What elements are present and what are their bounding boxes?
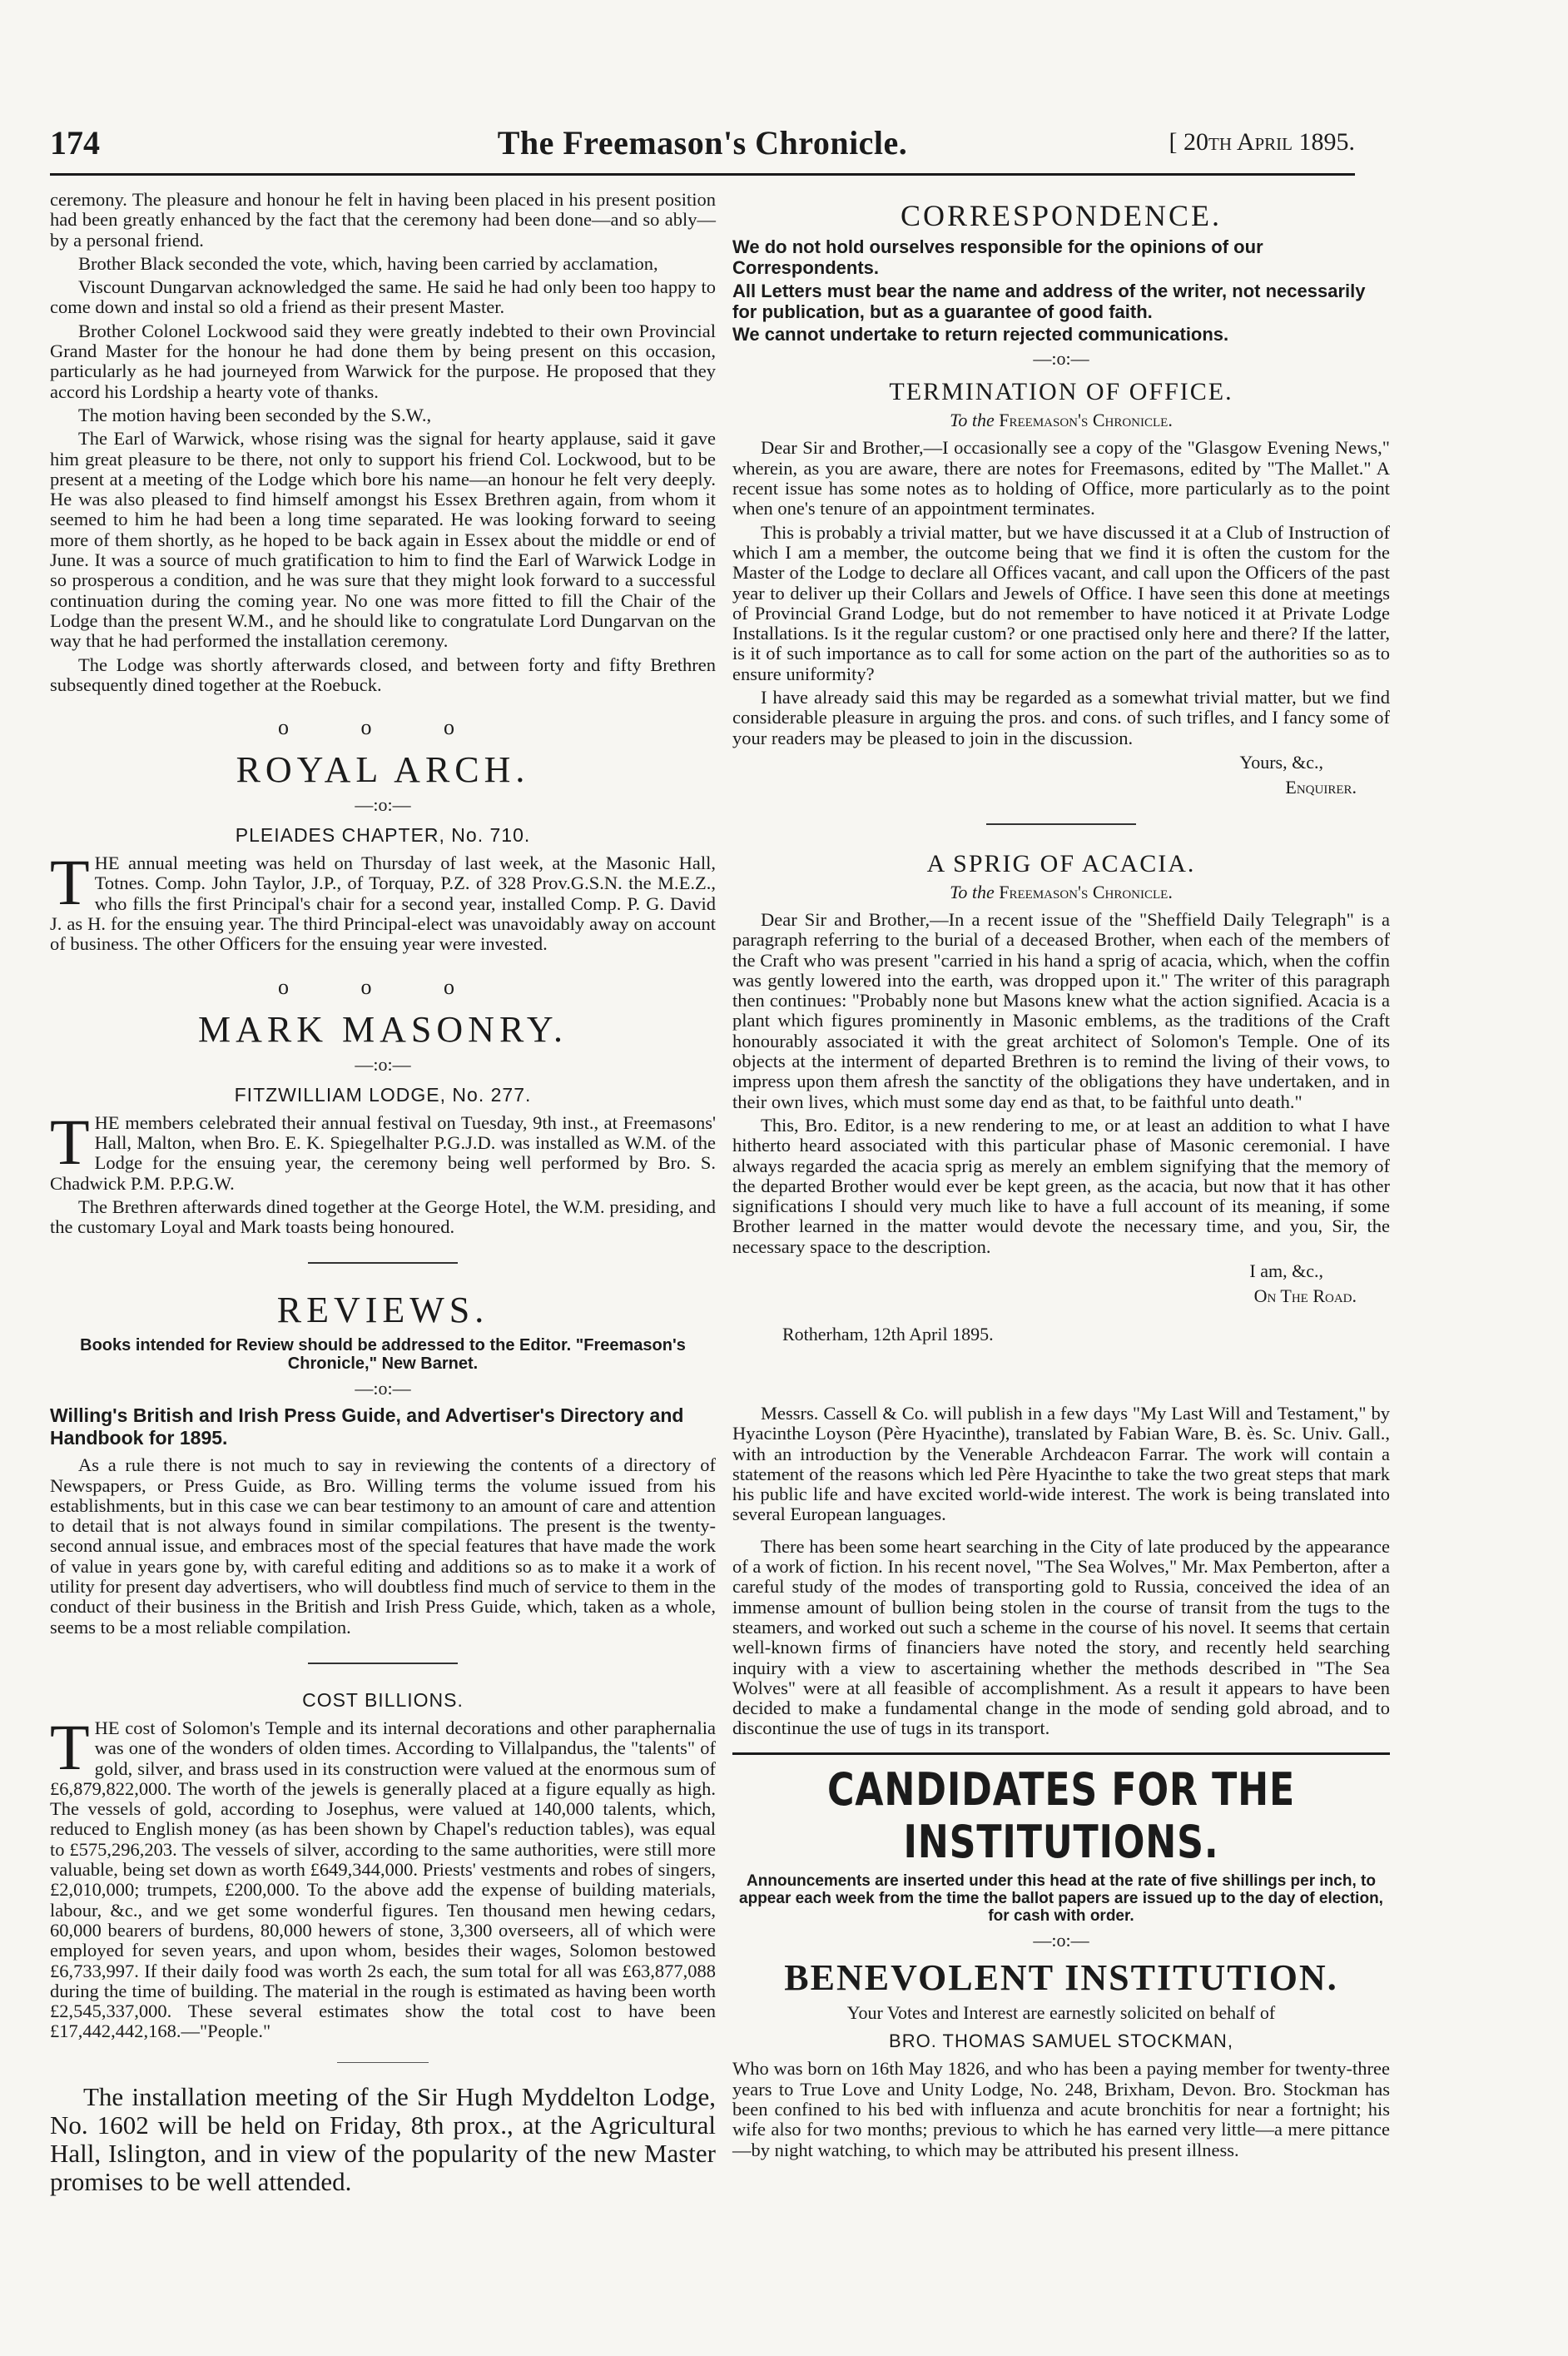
masthead-title: The Freemason's Chronicle. — [497, 124, 908, 162]
paragraph: Who was born on 16th May 1826, and who has been a paying member for twenty-three years to True Love and Unity Lodge, No. 248, Brixham, Devon. Bro. Stockman has been confined to his bed with influenza and acute bronchitis for near a fortnight; his wife also for two months; previous to which he has earned very little—a mere pittance—by night watching, to which may be attributed his present illness. — [732, 2058, 1390, 2160]
letter-heading-sprig: A SPRIG OF ACACIA. — [926, 849, 1196, 877]
letter-heading-termination: TERMINATION OF OFFICE. — [889, 378, 1233, 406]
paragraph: This is probably a trivial matter, but we have discussed it at a Club of Instruction of which I am a member, the outcome being that we find it is often the custom for the Master of the Lodge to declare all Offices vacant, and call upon the Officers of the past year to deliver up their Collars and Jewels of Office. I have seen this done at meetings of Provincial Grand Lodge, but do not remember to have noticed it at Private Lodge Installations. Is it the regular custom? or one practised only here and there? If the latter, is it of such importance as to call for some action on the part of the authorities so as to ensure uniformity? — [732, 521, 1390, 684]
section-heading-correspondence: CORRESPONDENCE. — [900, 199, 1223, 232]
reviews-note: Books intended for Review should be addressed to the Editor. "Freemason's Chronicle," New Barnet. — [80, 1336, 686, 1374]
issue-date: [ 20th April 1895. — [1169, 128, 1355, 156]
subheading-fitzwilliam: FITZWILLIAM LODGE, No. 277. — [234, 1083, 532, 1106]
page-number: 174 — [50, 124, 100, 162]
heading-benevolent-institution: BENEVOLENT INSTITUTION. — [784, 1957, 1338, 1999]
paragraph: ceremony. The pleasure and honour he felt in having been placed in his present position had been greatly enhanced by the fact that the ceremony had been done—and so ably—by a personal friend. — [50, 189, 716, 251]
separator: —:o:— — [355, 1053, 411, 1075]
section-divider: o o o — [278, 715, 488, 740]
installation-notice: The installation meeting of the Sir Hugh Myddelton Lodge, No. 1602 will be held on Friday, 8th prox., at the Agricultural Hall, Islington, and in view of the popularity of the new Master promises to be well attended. — [50, 2081, 716, 2196]
subheading-cost-billions: COST BILLIONS. — [302, 1688, 464, 1711]
section-heading-candidates: CANDIDATES FOR THE INSTITUTIONS. — [826, 1762, 1296, 1868]
candidates-note: Announcements are inserted under this head at the rate of five shillings per inch, to appear each week from the time the ballot papers are issued up to the day of election, for cash with order. — [739, 1871, 1383, 1925]
divider — [308, 1663, 458, 1664]
paragraph: The Earl of Warwick, whose rising was the signal for hearty applause, said it gave him great pleasure to be there, not only to support his friend Col. Lockwood, but to be present at a meeting of the Lodge which bore his name—an honour he felt very deeply. He was also pleased to find himself amongst his Essex Brethren again, from whom it seemed to him he had been a long time separated. He was looking forward to seeing more of them shortly, as he hoped to be back again in Essex about the middle or end of June. It was a source of much gratification to him to find the Earl of Warwick Lodge in so prosperous a condition, and he was sure that they might look forward to a successful continuation during the coming year. No one was more fitted to fill the Chair of the Lodge than the present W.M., and he should like to congratulate Lord Dungarvan on the way that he had performed the installation ceremony. — [50, 428, 716, 652]
section-heading-royal-arch: ROYAL ARCH. — [236, 749, 530, 791]
letter-closing: Yours, &c., — [1239, 751, 1323, 773]
paragraph: I have already said this may be regarded as a somewhat trivial matter, but we find considerable pleasure in arguing the pros. and cons. of such trifles, and I fancy some of your readers may be pleased to join in the discussion. — [732, 687, 1390, 748]
letter-closing: I am, &c., — [1249, 1260, 1323, 1281]
letter-addressee: To the Freemason's Chronicle. — [950, 881, 1173, 902]
drop-cap: T — [50, 846, 90, 919]
correspondence-note: All Letters must bear the name and address of the writer, not necessarily for publication, but as a guarantee of good faith. — [732, 280, 1366, 322]
review-title: Willing's British and Irish Press Guide, and Advertiser's Directory and Handbook for 1895. — [50, 1404, 684, 1449]
paragraph: Dear Sir and Brother,—In a recent issue of the "Sheffield Daily Telegraph" is a paragraph referring to the burial of a deceased Brother, when each of the members of the Craft who was present "carried in his hand a sprig of acacia, which, when the coffin was gently lowered into the earth, was dropped upon it." The writer of this paragraph then continues: "Probably none but Masons knew what the action signified. Acacia is a plant which figures prominently in Masonic emblems, as the traditions of the Craft honourably associated it with the great architect of Solomon's Temple. One of its objects at the interment of departed Brethren is to remind the living of their vows, to impress upon them afresh the sanctity of the obligations they have undertaken, and in their own lives, which must some day end as that, to be faithful unto death." — [732, 908, 1390, 1112]
paragraph: Dear Sir and Brother,—I occasionally see a copy of the "Glasgow Evening News," wherein, as you are aware, there are notes for Freemasons, edited by "The Mallet." A recent issue has some notes as to holding of Office, more particularly as to the point when one's tenure of an appointment terminates. — [732, 437, 1390, 519]
divider — [308, 1262, 458, 1264]
paragraph: THE annual meeting was held on Thursday of last week, at the Masonic Hall, Totnes. Comp. John Taylor, J.P., of Torquay, P.Z. of 328 Prov.G.S.N. the M.E.Z., who fills the first Principal's chair for a second year, installed Comp. P. G. David J. as H. for the ensuing year. The third Principal-elect was unavoidably away on account of business. The other Officers for the ensuing year were invested. — [50, 846, 716, 955]
divider — [732, 1752, 1390, 1755]
paragraph: THE members celebrated their annual festival on Tuesday, 9th inst., at Freemasons' Hall, Malton, when Bro. E. K. Spiegelhalter P.G.J.D. was installed as W.M. of the Lodge for the ensuing year, the ceremony being well performed by Bro. S. Chadwick P.M. P.P.G.W. — [50, 1105, 716, 1194]
correspondence-note: We do not hold ourselves responsible for the opinions of our Correspondents. — [732, 236, 1263, 279]
separator: —:o:— — [1033, 1930, 1089, 1951]
letter-signature: On The Road. — [1253, 1285, 1357, 1306]
letter-addressee: To the Freemason's Chronicle. — [950, 410, 1173, 431]
paragraph: There has been some heart searching in the City of late produced by the appearance of a work of fiction. In his recent novel, "The Sea Wolves," Mr. Max Pemberton, after a careful study of the modes of transporting gold to Russia, conceived the idea of an immense amount of bullion being stolen in the course of transit from the tugs to the steamers, and worked out such a scheme in the course of his novel. It seems that certain well-known firms of financiers have noted the story, and recently held searching inquiry with a view to ascertaining whether the methods described in "The Sea Wolves" were at all feasible of accomplishment. As a result it appears to have been decided to make a fundamental change in the mode of sending gold abroad, and to discontinue the use of tugs in its transport. — [732, 1535, 1390, 1739]
left-column — [50, 190, 716, 2199]
subheading-pleiades: PLEIADES CHAPTER, No. 710. — [235, 824, 531, 847]
paragraph: Brother Colonel Lockwood said they were greatly indebted to their own Provincial Grand Master for the honour he had done them by being present on this occasion, particularly as he had journeyed from Warwick for the purpose. He proposed that they accord his Lordship a hearty vote of thanks. — [50, 320, 716, 402]
header-rule — [50, 173, 1355, 176]
separator: —:o:— — [355, 794, 411, 816]
paragraph: THE cost of Solomon's Temple and its internal decorations and other paraphernalia was one of the wonders of olden times. According to Villalpandus, the "talents" of gold, silver, and brass used in its construction were valued at the enormous sum of £6,879,822,000. The worth of the jewels is generally placed at a figure equally as high. The vessels of gold, according to Josephus, were valued at 140,000 talents, which, reduced to English money (as has been shown by Chapel's reduction tables), was equal to £575,296,203. The vessels of silver, according to the same authorities, were still more valuable, being set down as worth £649,344,000. Priests' vestments and robes of singers, £2,010,000; trumpets, £200,000. To the above add the expense of building materials, labour, &c., and we get some wonderful figures. Ten thousand men hewing cedars, 60,000 bearers of burdens, 80,000 hewers of stone, 3,300 overseers, all of which were employed for seven years, and upon whom, besides their wages, Solomon bestowed £6,733,997. If their daily food was worth 2s each, the sum total for all was £63,877,088 during the time of building. The material in the rough is estimated as having been worth £2,545,337,000. These several estimates show the total cost to have been £17,442,442,168.—"People." — [50, 1710, 716, 2042]
section-heading-mark-masonry: MARK MASONRY. — [198, 1008, 568, 1050]
paragraph: Viscount Dungarvan acknowledged the same. He said he had only been too happy to come down and instal so old a friend as their present Master. — [50, 276, 716, 318]
correspondence-note: We cannot undertake to return rejected communications. — [732, 324, 1229, 345]
paragraph: The Lodge was shortly afterwards closed, and between forty and fifty Brethren subsequently dined together at the Roebuck. — [50, 654, 716, 695]
divider — [337, 2062, 429, 2063]
letter-dateline: Rotherham, 12th April 1895. — [782, 1323, 994, 1345]
paragraph: As a rule there is not much to say in reviewing the contents of a directory of Newspapers, or Press Guide, as Bro. Willing terms the volume issued from his establishments, but in this case we can bear testimony to an amount of care and attention to detail that is not always found in similar compilations. The present is the twenty-second annual issue, and embraces most of the special features that have made the work of value in years gone by, with careful editing and additions so as to make it a work of utility for present day advertisers, who will doubtless find much of service to them in the conduct of their business in the British and Irish Press Guide, which, taken as a whole, seems to be a most reliable compilation. — [50, 1454, 716, 1638]
paragraph: This, Bro. Editor, is a new rendering to me, or at least an addition to what I have hitherto heard associated with this particular phase of Masonic ceremonial. I have always regarded the acacia sprig as merely an emblem signifying that the memory of the departed Brother would ever be kept green, as the acacia, but now that it has other significations I should very much like to have a full account of its meaning, if some Brother learned in the matter would devote the necessary time, and you, Sir, the necessary space to the description. — [732, 1114, 1390, 1257]
drop-cap: T — [50, 1710, 90, 1783]
separator: —:o:— — [1033, 348, 1089, 370]
separator: —:o:— — [355, 1378, 411, 1399]
divider — [986, 823, 1136, 825]
paragraph: Messrs. Cassell & Co. will publish in a few days "My Last Will and Testament," by Hyacinthe Loyson (Père Hyacinthe), translated by Fabian Ware, B. ès. Sc. Univ. Gall., with an introduction by the Venerable Archdeacon Farrar. The work will contain a statement of the reasons which led Père Hyacinthe to take the two great steps that mark his public life and have excited world-wide interest. The work is being translated into several European languages. — [732, 1402, 1390, 1525]
section-heading-reviews: REVIEWS. — [276, 1290, 489, 1331]
paragraph: Brother Black seconded the vote, which, having been carried by acclamation, — [78, 252, 658, 274]
letter-signature: Enquirer. — [1285, 776, 1357, 798]
votes-line: Your Votes and Interest are earnestly solicited on behalf of — [846, 2002, 1276, 2024]
right-column — [732, 190, 1390, 2164]
candidate-name: BRO. THOMAS SAMUEL STOCKMAN, — [889, 2030, 1233, 2052]
section-divider: o o o — [278, 974, 488, 999]
drop-cap: T — [50, 1105, 90, 1178]
page-header — [50, 117, 1355, 167]
paragraph: The Brethren afterwards dined together at the George Hotel, the W.M. presiding, and the customary Loyal and Mark toasts being honoured. — [50, 1195, 716, 1238]
paragraph: The motion having been seconded by the S.W., — [78, 404, 432, 425]
